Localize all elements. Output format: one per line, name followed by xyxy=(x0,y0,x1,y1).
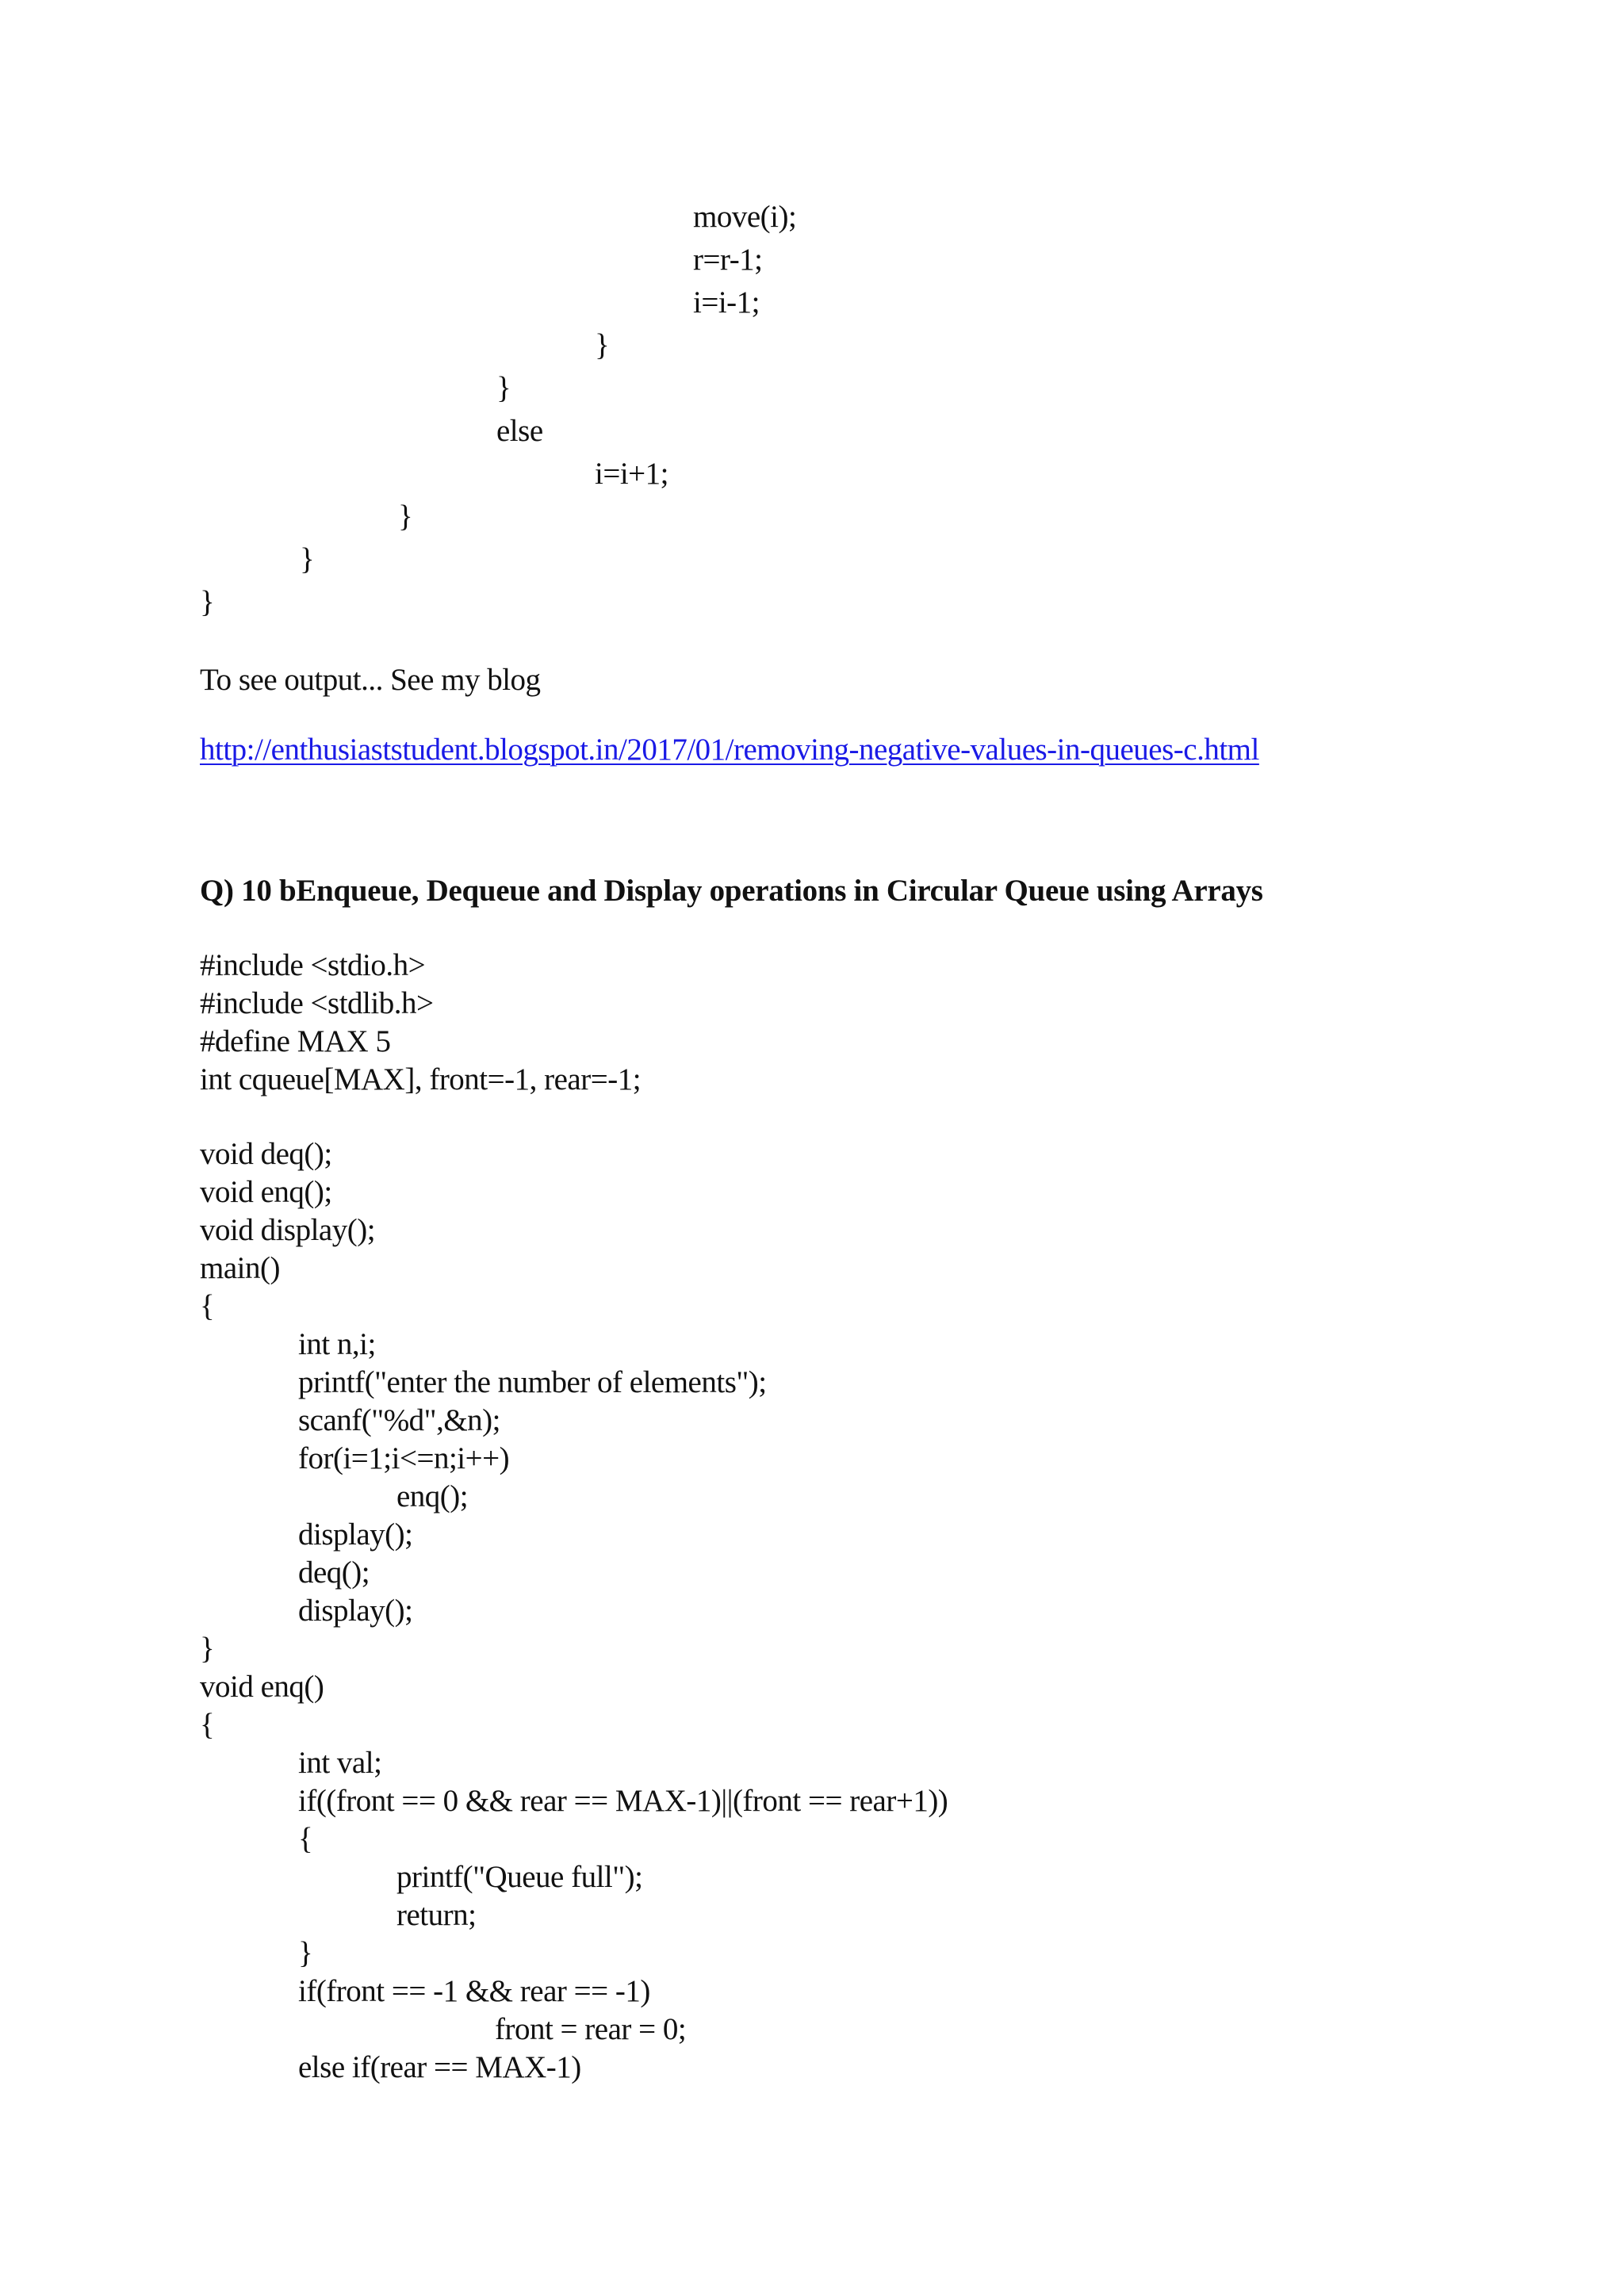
code-line: void deq(); xyxy=(200,1137,332,1171)
code-line: #include <stdlib.h> xyxy=(200,986,434,1020)
code-line: } xyxy=(200,585,215,619)
code-line: i=i-1; xyxy=(693,285,760,320)
code-line: else xyxy=(496,414,543,448)
code-line: void enq() xyxy=(200,1670,324,1704)
code-line: display(); xyxy=(298,1517,413,1552)
question-heading: Q) 10 bEnqueue, Dequeue and Display operations in Circular Queue using Arrays xyxy=(200,874,1263,908)
code-line: void display(); xyxy=(200,1213,376,1247)
code-line: { xyxy=(298,1822,313,1856)
code-line: display(); xyxy=(298,1594,413,1628)
code-line: for(i=1;i<=n;i++) xyxy=(298,1441,510,1475)
code-line: #define MAX 5 xyxy=(200,1024,391,1058)
code-line: enq(); xyxy=(396,1479,469,1513)
code-line: } xyxy=(595,328,610,362)
code-line: int val; xyxy=(298,1746,382,1780)
output-note: To see output... See my blog xyxy=(200,663,541,697)
code-line: deq(); xyxy=(298,1556,370,1590)
code-line: i=i+1; xyxy=(595,457,668,491)
code-line: } xyxy=(200,1632,215,1666)
blog-link[interactable]: http://enthusiaststudent.blogspot.in/2017/01/removing-negative-values-in-queues-c.html xyxy=(200,733,1259,767)
code-line: main() xyxy=(200,1251,280,1285)
code-line: printf("Queue full"); xyxy=(396,1860,643,1894)
code-line: } xyxy=(298,1936,313,1970)
code-line: int cqueue[MAX], front=-1, rear=-1; xyxy=(200,1062,642,1096)
code-line: if((front == 0 && rear == MAX-1)||(front == rear+1)) xyxy=(298,1784,948,1818)
code-line: return; xyxy=(396,1898,477,1932)
code-line: r=r-1; xyxy=(693,243,763,277)
code-line: else if(rear == MAX-1) xyxy=(298,2050,581,2084)
code-line: move(i); xyxy=(693,200,797,234)
code-line: printf("enter the number of elements"); xyxy=(298,1365,767,1399)
code-line: void enq(); xyxy=(200,1175,332,1209)
code-line: int n,i; xyxy=(298,1327,376,1361)
code-line: } xyxy=(398,499,413,534)
code-line: } xyxy=(496,371,511,405)
code-line: #include <stdio.h> xyxy=(200,948,426,982)
code-line: scanf("%d",&n); xyxy=(298,1403,501,1437)
code-line: front = rear = 0; xyxy=(495,2012,687,2046)
code-line: { xyxy=(200,1708,215,1742)
code-line: } xyxy=(300,542,315,576)
code-line: { xyxy=(200,1289,215,1323)
code-line: if(front == -1 && rear == -1) xyxy=(298,1974,650,2008)
